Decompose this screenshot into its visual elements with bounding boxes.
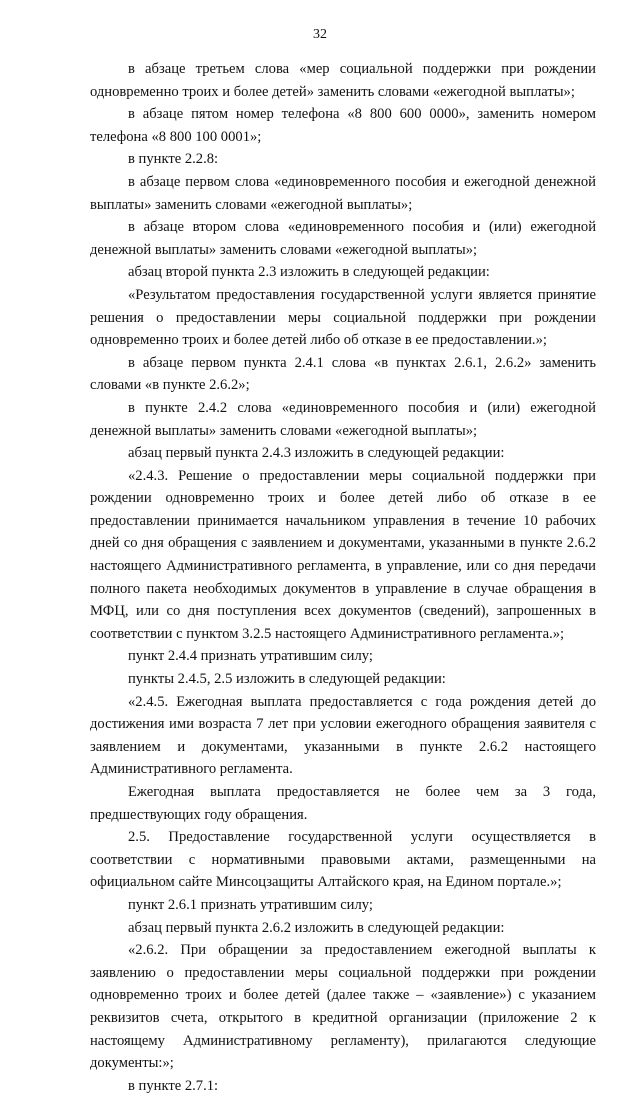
paragraph: в пункте 2.7.1:	[128, 1077, 219, 1094]
paragraph: 2.5. Предоставление государственной услуги осуществляется в соответствии с нормативными правовыми актами, размещенными на официальном сайте Минсоцзащиты Алтайского края, на Едином портале.»;	[90, 829, 596, 891]
page-number: 32	[313, 27, 327, 42]
paragraph: в абзаце первом пункта 2.4.1 слова «в пунктах 2.6.1, 2.6.2» заменить словами «в пункте 2.6.2»;	[90, 354, 596, 394]
paragraph: абзац первый пункта 2.6.2 изложить в следующей редакции:	[128, 919, 505, 936]
paragraph: «2.6.2. При обращении за предоставлением ежегодной выплаты к заявлению о предоставлении меры социальной поддержки при рождении одновременно троих и более детей (далее также – «заявление») с указанием реквизитов счета, открытого в кредитной организации (приложение 2 к настоящему Административному регламенту), прилагаются следующие документы:»;	[90, 942, 596, 1072]
paragraph: пункт 2.4.4 признать утратившим силу;	[128, 648, 373, 665]
paragraph: пункт 2.6.1 признать утратившим силу;	[128, 896, 373, 913]
paragraph: пункты 2.4.5, 2.5 изложить в следующей редакции:	[128, 671, 446, 688]
document-body	[90, 58, 596, 1097]
paragraph: «Результатом предоставления государственной услуги является принятие решения о предоставлении меры социальной поддержки при рождении одновременно троих и более детей либо об отказе в ее предоставлении.»;	[90, 286, 596, 349]
paragraph: абзац первый пункта 2.4.3 изложить в следующей редакции:	[128, 445, 505, 462]
paragraph: в пункте 2.4.2 слова «единовременного пособия и (или) ежегодной денежной выплаты» заменить словами «ежегодной выплаты»;	[90, 399, 596, 439]
paragraph: «2.4.5. Ежегодная выплата предоставляется с года рождения детей до достижения ими возраста 7 лет при условии ежегодного обращения заявителя с заявлением и документами, указанными в пункте 2.6.2 настоящего Административного регламента.	[90, 693, 596, 778]
paragraph: «2.4.3. Решение о предоставлении меры социальной поддержки при рождении одновременно троих и более детей либо об отказе в ее предоставлении принимается начальником управления в течение 10 рабочих дней со дня обращения с заявлением и документами, указанными в пункте 2.6.2 настоящего Административного регламента, в управление, или со дня передачи полного пакета необходимых документов в управление в случае обращения в МФЦ, или со дня поступления всех документов (сведений), запрошенных в соответствии с пунктом 3.2.5 настоящего Административного регламента.»;	[90, 467, 596, 642]
paragraph: Ежегодная выплата предоставляется не более чем за 3 года, предшествующих году обращения.	[90, 784, 596, 823]
paragraph: в абзаце третьем слова «мер социальной поддержки при рождении одновременно троих и более детей» заменить словами «ежегодной выплаты»;	[90, 61, 596, 100]
paragraph: в абзаце пятом номер телефона «8 800 600 0000», заменить номером телефона «8 800 100 0001»;	[90, 106, 596, 145]
paragraph: в абзаце втором слова «единовременного пособия и (или) ежегодной денежной выплаты» заменить словами «ежегодной выплаты»;	[90, 219, 596, 258]
paragraph: абзац второй пункта 2.3 изложить в следующей редакции:	[128, 264, 490, 281]
paragraph: в пункте 2.2.8:	[128, 151, 219, 168]
paragraph: в абзаце первом слова «единовременного пособия и ежегодной денежной выплаты» заменить словами «ежегодной выплаты»;	[90, 173, 596, 213]
